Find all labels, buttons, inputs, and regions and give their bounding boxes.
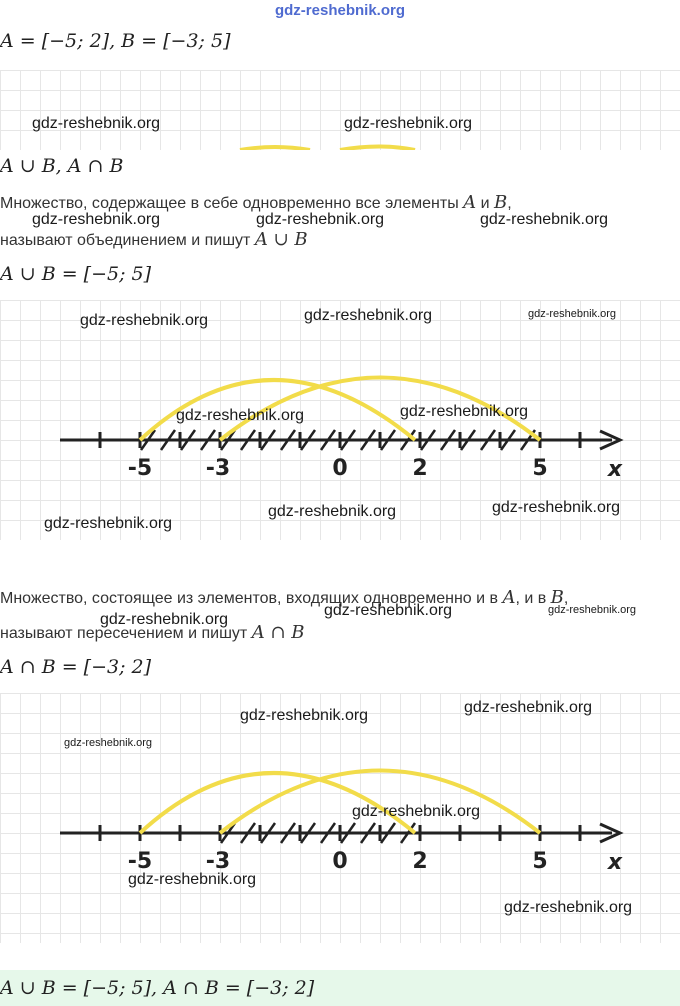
text-fragment: называют объединением и пишут: [0, 232, 255, 249]
watermark: gdz-reshebnik.org: [352, 803, 481, 820]
intersection-result: A ∩ B = [−3; 2]: [0, 656, 152, 678]
text-fragment: ,: [563, 590, 569, 607]
text-fragment: Множество, содержащее в себе одновременно все элементы: [0, 195, 464, 212]
tick-label: -3: [205, 456, 231, 481]
tick-label: 0: [332, 849, 348, 874]
cropped-graph-strip: [0, 70, 680, 150]
watermark: gdz-reshebnik.org: [128, 871, 257, 888]
watermark: gdz-reshebnik.org: [528, 308, 617, 320]
union-result: A ∪ B = [−5; 5]: [0, 263, 152, 285]
cropped-arcs: [0, 70, 680, 150]
tick-label: 2: [412, 456, 428, 481]
watermark: gdz-reshebnik.org: [80, 312, 209, 329]
watermark: gdz-reshebnik.org: [344, 115, 473, 132]
union-paragraph-line1: [0, 192, 512, 213]
watermark: gdz-reshebnik.org: [100, 611, 229, 628]
watermark: gdz-reshebnik.org: [492, 499, 621, 516]
text-fragment: называют пересечением и пишут: [0, 625, 252, 642]
math-a: A: [502, 587, 516, 608]
watermark: gdz-reshebnik.org: [44, 515, 173, 532]
tick-label: 5: [532, 849, 548, 874]
task-text: A ∪ B, A ∩ B: [0, 155, 124, 177]
math-a: A: [463, 192, 477, 213]
watermark: gdz-reshebnik.org: [240, 707, 369, 724]
math-intersection: A ∩ B: [251, 622, 305, 643]
axis-label: x: [607, 457, 623, 482]
watermark: gdz-reshebnik.org: [304, 307, 433, 324]
text-fragment: ,: [507, 195, 512, 212]
tick-label: -3: [205, 849, 231, 874]
text-fragment: , и в: [515, 590, 551, 607]
arc-fragment-a: [240, 147, 310, 150]
union-paragraph-line2: [0, 229, 308, 250]
tick-label: -5: [127, 849, 153, 874]
tick-label: 5: [532, 456, 548, 481]
axis-label: x: [607, 850, 623, 875]
watermark: gdz-reshebnik.org: [324, 602, 453, 619]
watermark: gdz-reshebnik.org: [32, 115, 161, 132]
watermark: gdz-reshebnik.org: [400, 403, 529, 420]
watermark: gdz-reshebnik.org: [64, 737, 153, 749]
watermark: gdz-reshebnik.org: [256, 211, 385, 228]
tick-label: 2: [412, 849, 428, 874]
math-b: B: [550, 587, 564, 608]
watermark: gdz-reshebnik.org: [464, 699, 593, 716]
math-union: A ∪ B: [254, 229, 308, 250]
site-watermark-top: gdz-reshebnik.org: [274, 2, 405, 19]
math-b: B: [493, 192, 508, 213]
watermark: gdz-reshebnik.org: [480, 211, 609, 228]
tick-label: 0: [332, 456, 348, 481]
tick-label: -5: [127, 456, 153, 481]
arc-fragment-b: [340, 147, 415, 151]
watermark: gdz-reshebnik.org: [268, 503, 397, 520]
watermark: gdz-reshebnik.org: [176, 407, 305, 424]
watermark: gdz-reshebnik.org: [548, 604, 637, 616]
given-sets: A = [−5; 2], B = [−3; 5]: [0, 30, 231, 52]
watermark: gdz-reshebnik.org: [504, 899, 633, 916]
watermark: gdz-reshebnik.org: [32, 211, 161, 228]
text-fragment: Множество, состоящее из элементов, входящих одновременно и в: [0, 590, 503, 607]
text-fragment: и: [476, 195, 494, 212]
answer-text: A ∪ B = [−5; 5], A ∩ B = [−3; 2]: [0, 977, 315, 999]
arc-set-b: [220, 771, 540, 834]
intersection-paragraph-line1: [0, 587, 568, 608]
